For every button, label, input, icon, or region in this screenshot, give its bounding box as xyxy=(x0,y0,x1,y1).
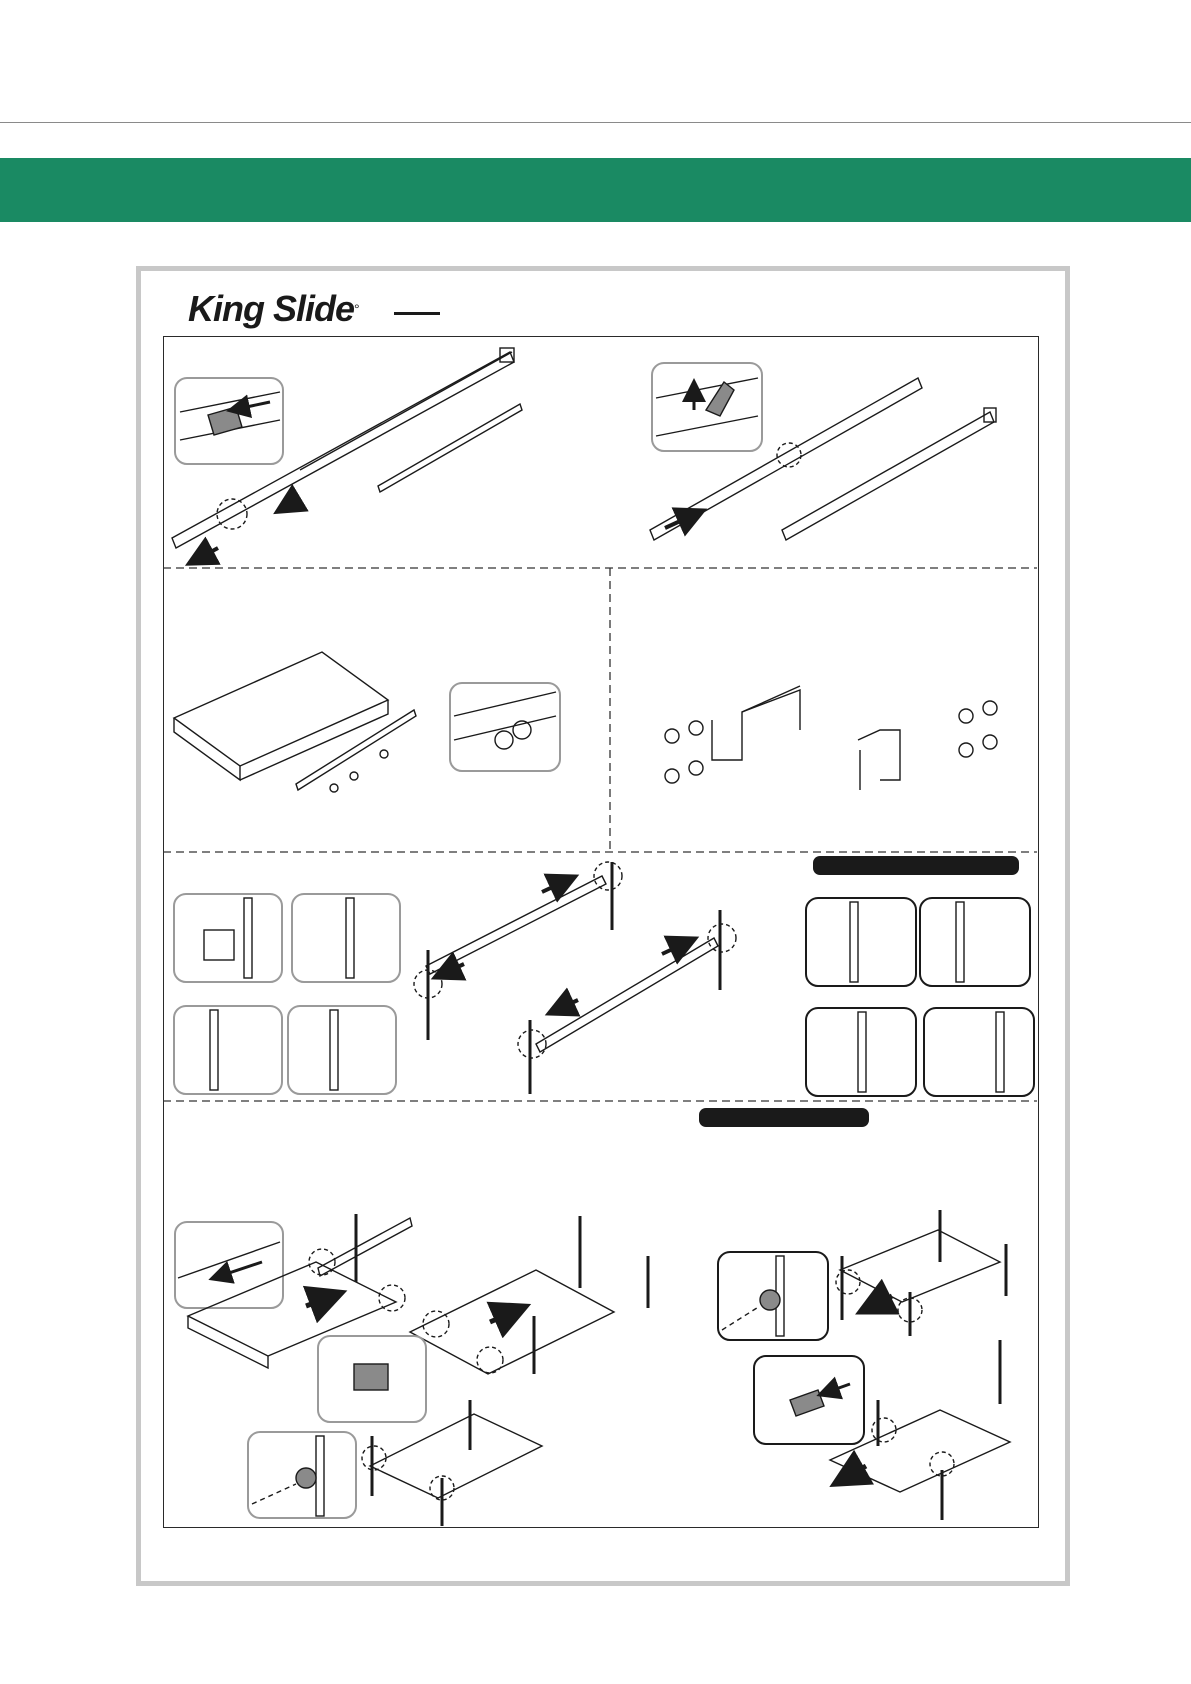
chassis xyxy=(174,652,388,766)
step-prepare-outer-bracket xyxy=(665,686,997,790)
callout-box xyxy=(920,898,1030,986)
highlight-ring xyxy=(362,1446,386,1470)
step-release-inner-member xyxy=(172,348,522,562)
arrow-icon xyxy=(822,1384,850,1394)
callout-box xyxy=(288,1006,396,1094)
arrow-icon xyxy=(232,402,270,410)
pin-icon xyxy=(665,729,679,743)
section-dividers xyxy=(163,568,1037,1101)
step-insert-chassis xyxy=(175,1210,1010,1526)
callout-box xyxy=(174,894,282,982)
outer-rail xyxy=(782,412,994,540)
highlight-ring xyxy=(872,1418,896,1442)
highlight-ring xyxy=(518,1030,546,1058)
arrow-icon xyxy=(662,940,692,954)
step-detach-outer-release xyxy=(650,363,996,540)
brand-registered-mark: ° xyxy=(354,301,359,317)
rear-bracket xyxy=(858,730,900,780)
pin-icon xyxy=(689,721,703,735)
arrow-icon xyxy=(490,1308,522,1322)
highlight-ring xyxy=(708,924,736,952)
highlight-ring xyxy=(594,862,622,890)
callout-box xyxy=(924,1008,1034,1096)
highlight-ring xyxy=(309,1249,335,1275)
pin-icon xyxy=(983,735,997,749)
highlight-ring xyxy=(379,1285,405,1311)
highlight-ring xyxy=(477,1347,503,1373)
outer-bracket xyxy=(712,686,800,760)
slide-rail xyxy=(536,938,718,1052)
callout-box xyxy=(652,363,762,451)
inner-member xyxy=(378,404,522,492)
step-mount-inner-to-chassis xyxy=(174,652,560,792)
slide-rail xyxy=(318,1218,412,1276)
chassis xyxy=(830,1410,1010,1492)
chassis xyxy=(410,1270,614,1374)
slide-rail xyxy=(426,876,606,974)
arrow-icon xyxy=(864,1296,892,1310)
screw-icon xyxy=(350,772,358,780)
screw-icon xyxy=(495,731,513,749)
callout-box xyxy=(806,898,916,986)
pin-icon xyxy=(983,701,997,715)
callout-box xyxy=(175,1222,283,1308)
pin-icon xyxy=(959,709,973,723)
step-install-rail-to-rack xyxy=(174,862,1034,1096)
arrow-icon xyxy=(665,512,700,528)
chassis xyxy=(370,1414,542,1498)
pin-icon xyxy=(689,761,703,775)
arrow-icon xyxy=(280,498,300,510)
arrow-icon xyxy=(552,1000,578,1012)
screw-icon xyxy=(380,750,388,758)
arrow-icon xyxy=(542,878,572,892)
highlight-ring xyxy=(217,499,247,529)
arrow-icon xyxy=(192,548,218,562)
callout-box xyxy=(806,1008,916,1096)
inner-member xyxy=(296,710,416,790)
pin-icon xyxy=(959,743,973,757)
brand-name: King Slide xyxy=(188,288,355,329)
knob-icon xyxy=(760,1290,780,1310)
arrow-icon xyxy=(306,1294,338,1306)
callout-box xyxy=(450,683,560,771)
knob-icon xyxy=(296,1468,316,1488)
screw-icon xyxy=(330,784,338,792)
chassis xyxy=(840,1230,1000,1302)
arrow-icon xyxy=(438,964,464,976)
slide-rail xyxy=(172,352,514,548)
callout-box xyxy=(174,1006,282,1094)
pin-icon xyxy=(665,769,679,783)
arrow-icon xyxy=(214,1262,262,1278)
